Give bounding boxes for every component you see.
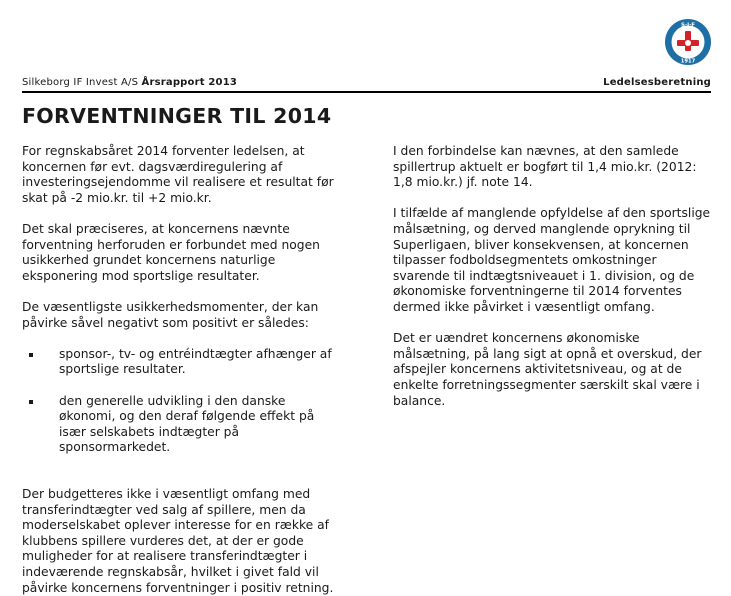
list-item: [22, 394, 342, 456]
header-left: [22, 77, 237, 88]
paragraph: Det er uændret koncernens økonomiske målsætning, på lang sigt at opnå et overskud, der afspejler koncernens aktivitetsniveau, og at de enkelte forretningssegmenter særskilt skal være i balance.: [393, 331, 702, 408]
list-item-text: den generelle udvikling i den danske økonomi, og den deraf følgende effekt på især selskabets indtægter på sponsormarkedet.: [59, 393, 315, 455]
list-item-text: sponsor-, tv- og entréindtægter afhænger af sportslige resultater.: [59, 346, 332, 377]
left-column: [22, 144, 342, 596]
crest-year: 1917: [680, 58, 696, 65]
list-item: [22, 347, 342, 378]
company-name: Silkeborg IF Invest A/S: [22, 77, 139, 88]
bullet-list: [22, 347, 342, 456]
bullet-icon: [29, 400, 33, 404]
paragraph: Det skal præciseres, at koncernens nævnte forventning herforuden er forbundet med nogen usikkerhed grundet koncernens naturlige eksponering mod sportslige resultater.: [22, 221, 320, 283]
section-name: Ledelsesberetning: [603, 77, 711, 88]
bullet-icon: [29, 353, 33, 357]
page-title: FORVENTNINGER TIL 2014: [22, 104, 332, 128]
right-column: [393, 144, 713, 409]
paragraph: De væsentligste usikkerhedsmomenter, der kan påvirke såvel negativt som positivt er således:: [22, 299, 319, 330]
crest-top-text: S·I·F: [681, 22, 695, 29]
paragraph: Der budgetteres ikke i væsentligt omfang med transferindtægter ved salg af spillere, men da moderselskabet oplever interesse for en række af klubbens spillere vurderes det, at der er gode muligheder for at realisere transferindtægter i indeværende regnskabsår, hvilket i givet fald vil påvirke koncernens forventninger i positiv retning.: [22, 487, 334, 595]
report-name: Årsrapport 2013: [141, 77, 238, 88]
paragraph: I tilfælde af manglende opfyldelse af den sportslige målsætning, og derved manglende oprykning til Superligaen, bliver konsekvensen, at koncernen tilpasser fodboldsegmentets omkostninger svarende til indtægtsniveauet i 1. division, og de økonomiske forventningerne til 2014 forventes dermed ikke påvirket i væsentligt omfang.: [393, 206, 711, 314]
paragraph: I den forbindelse kan nævnes, at den samlede spillertrup aktuelt er bogført til 1,4 mio.kr. (2012: 1,8 mio.kr.) jf. note 14.: [393, 144, 697, 190]
paragraph: For regnskabsåret 2014 forventer ledelsen, at koncernen før evt. dagsværdiregulering af investeringsejendomme vil realisere et resultat før skat på -2 mio.kr. til +2 mio.kr.: [22, 144, 334, 205]
sif-club-crest-icon: [664, 18, 712, 66]
page-header: [22, 77, 711, 93]
